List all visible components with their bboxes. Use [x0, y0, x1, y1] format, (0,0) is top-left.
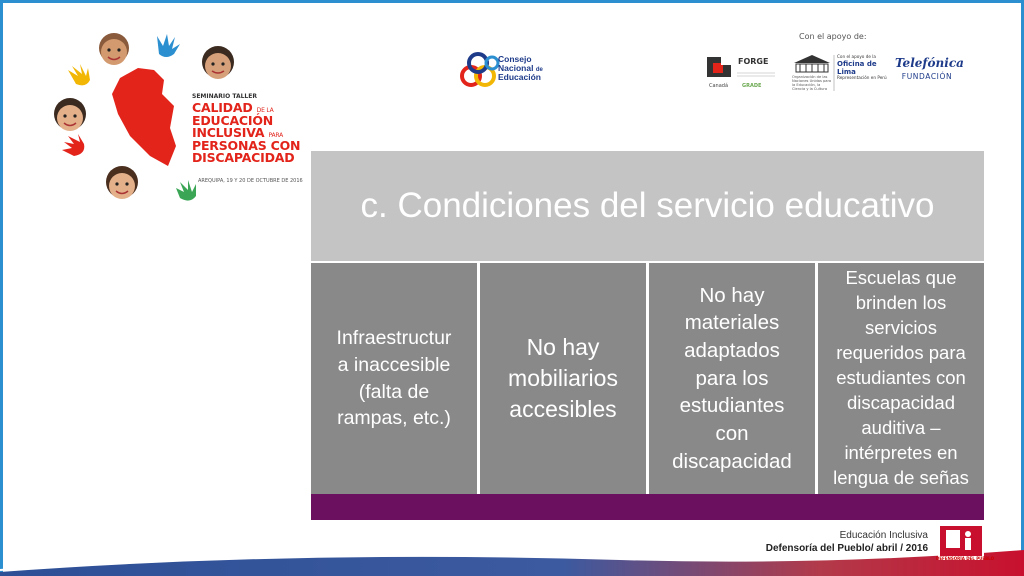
card-escuelas: [818, 263, 984, 494]
seminar-line5: DISCAPACIDAD: [192, 150, 295, 165]
card-mobiliarios: [480, 263, 646, 494]
seminar-line2: EDUCACIÓN: [192, 112, 274, 128]
card-2-line: No hay: [526, 334, 600, 361]
seminar-small-label: SEMINARIO TALLER: [192, 93, 257, 100]
card-4-line: discapacidad: [847, 391, 955, 413]
seminar-line3-suffix: PARA: [268, 132, 284, 139]
seminar-line1-suffix: DE LA: [256, 107, 274, 114]
card-3-line: para los: [695, 366, 769, 390]
seminar-line4: PERSONAS CON: [192, 137, 301, 153]
forge-logo-text: FORGE: [738, 57, 769, 66]
cne-line2: Nacional: [498, 62, 534, 73]
card-4-line: lengua de señas: [833, 466, 969, 488]
forge-sub-grade: GRADE: [742, 83, 762, 89]
card-3-line: No hay: [699, 283, 765, 307]
slide-title: c. Condiciones del servicio educativo: [360, 186, 935, 225]
condition-cards: [311, 263, 984, 494]
accent-bar: [311, 494, 984, 520]
card-4-line: auditiva –: [861, 416, 941, 438]
unesco-org: Organización de las Naciones Unidas para la Educación, la Ciencia y la Cultura: [792, 75, 832, 92]
card-4-line: servicios: [865, 317, 937, 339]
child-face-icon-1: [99, 33, 129, 65]
hand-icon-blue: [157, 34, 180, 57]
footer-source: Defensoría del Pueblo/ abril / 2016: [765, 543, 928, 554]
card-4-line: estudiantes con: [836, 367, 966, 389]
card-1-line: (falta de: [358, 380, 430, 403]
peru-map-icon: [112, 68, 176, 166]
card-1-line: Infraestructur: [336, 326, 452, 349]
seminar-line1: CALIDAD: [192, 100, 253, 115]
card-3-line: con: [715, 422, 749, 445]
unesco-top: Con el apoyo de la: [837, 54, 876, 59]
card-infraestructura: [311, 263, 477, 494]
hand-icon-yellow: [68, 64, 90, 85]
seminar-date: AREQUIPA, 19 Y 20 DE OCTUBRE DE 2016: [198, 178, 303, 184]
card-2-line: mobiliarios: [508, 365, 618, 392]
cne-logo-text: [498, 55, 543, 82]
defensoria-logo-text: DEFENSORÍA DEL PUEBLO: [936, 556, 994, 561]
footer-topic: Educación Inclusiva: [839, 530, 928, 541]
child-face-icon-4: [106, 166, 138, 199]
telefonica-name: Telefónica: [895, 56, 964, 70]
card-4-line: requeridos para: [836, 342, 966, 364]
child-face-icon-2: [202, 46, 234, 79]
slide-title-box: [311, 151, 984, 261]
seminar-title: [192, 94, 310, 165]
card-1-line: rampas, etc.): [337, 407, 451, 430]
card-4-line: intérpretes en: [844, 441, 958, 463]
support-label: Con el apoyo de:: [799, 32, 867, 41]
card-1-line: a inaccesible: [337, 353, 451, 376]
telefonica-fundacion: FUNDACIÓN: [901, 72, 953, 81]
hand-icon-red: [62, 134, 84, 156]
card-2-line: accesibles: [509, 395, 617, 422]
card-4-line: Escuelas que: [845, 267, 957, 289]
unesco-text: [837, 55, 893, 81]
card-3-line: materiales: [684, 311, 780, 335]
child-face-icon-3: [54, 98, 86, 131]
card-4-line: brinden los: [855, 292, 947, 314]
card-materiales: [649, 263, 815, 494]
telefonica-logo: [895, 56, 964, 81]
cne-line3: Educación: [498, 72, 541, 83]
defensoria-logo-icon: [938, 520, 984, 560]
unesco-lima: Oficina de Lima: [837, 59, 877, 76]
card-3-line: adaptados: [684, 338, 780, 362]
unesco-rep: Representación en Perú: [837, 74, 887, 80]
card-3-line: estudiantes: [679, 394, 785, 418]
card-3-line: discapacidad: [672, 449, 792, 473]
cne-line1: Consejo: [498, 54, 532, 64]
seminar-line3: INCLUSIVA: [192, 125, 265, 140]
cne-line2-suffix: de: [535, 66, 543, 73]
hand-icon-green: [176, 180, 196, 201]
forge-sub-canada: Canadá: [709, 83, 729, 89]
